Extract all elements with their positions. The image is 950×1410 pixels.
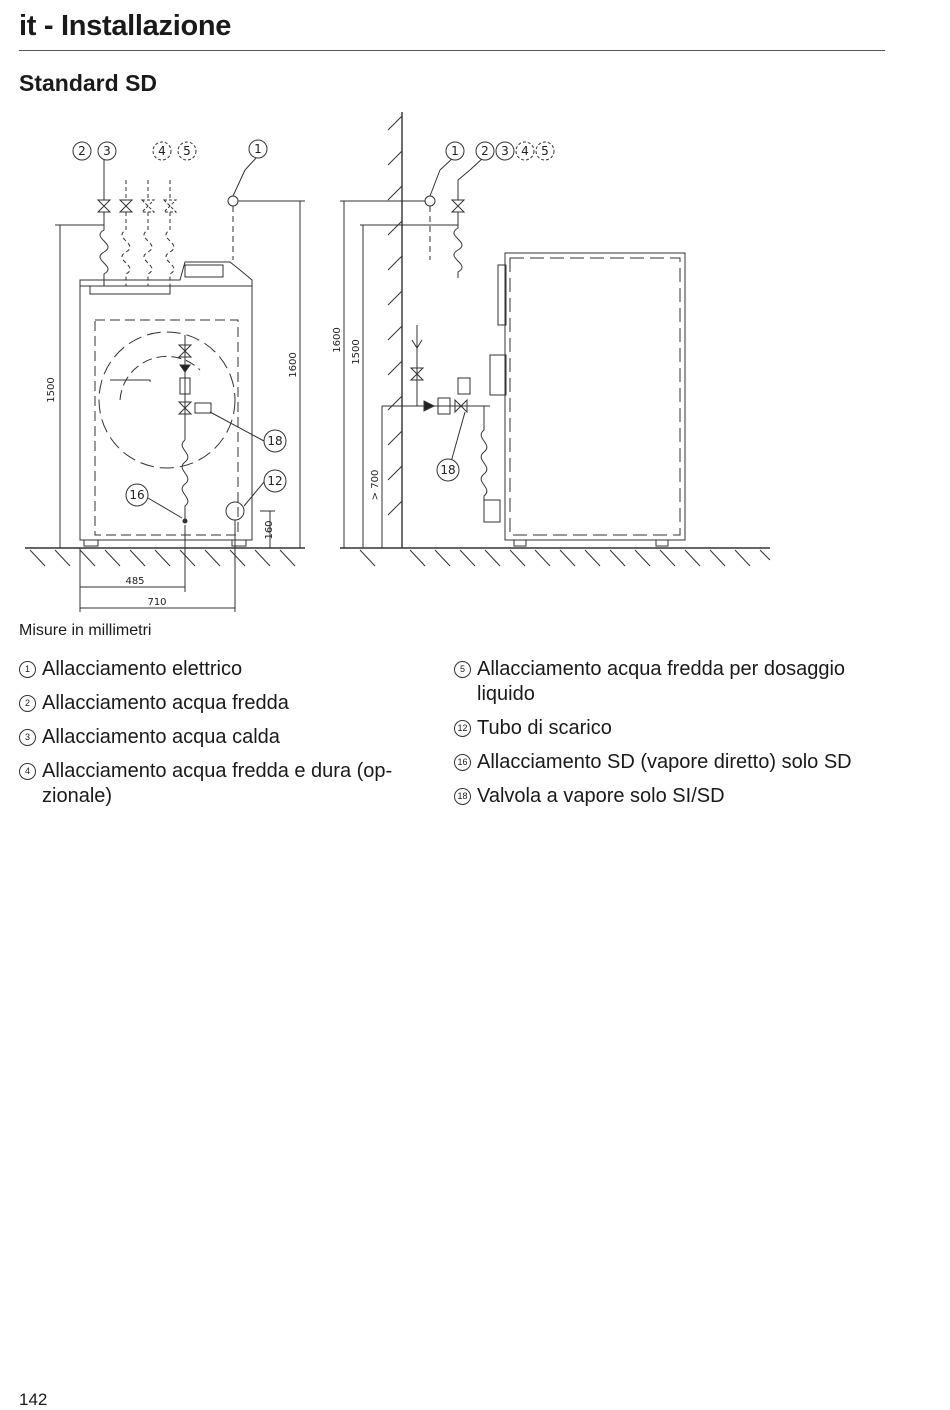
side-callout-1: 1 xyxy=(451,144,459,158)
legend-left xyxy=(19,657,419,818)
dim-front-160: 160 xyxy=(264,520,275,540)
side-floor-hatch xyxy=(360,550,770,566)
legend-number: 18 xyxy=(454,788,471,805)
legend-text: Allacciamento acqua fredda e dura (op-zionale) xyxy=(42,760,393,807)
dim-front-485: 485 xyxy=(125,576,145,587)
legend-number: 2 xyxy=(19,695,36,712)
legend-item xyxy=(19,759,419,809)
dim-front-710: 710 xyxy=(147,597,167,608)
legend-number: 12 xyxy=(454,720,471,737)
side-callout-3: 3 xyxy=(501,144,509,158)
callout-1: 1 xyxy=(254,142,262,156)
side-callout-5: 5 xyxy=(541,144,549,158)
page-number: 142 xyxy=(19,1390,48,1409)
side-steam-valve xyxy=(382,325,490,500)
front-supply-pipes xyxy=(98,180,176,286)
front-floor-hatch xyxy=(30,550,295,566)
callout-4: 4 xyxy=(158,144,166,158)
legend-text: Tubo di scarico xyxy=(477,717,612,739)
legend-number: 3 xyxy=(19,729,36,746)
callout-16: 16 xyxy=(129,488,145,502)
legend-number: 4 xyxy=(19,763,36,780)
legend-item xyxy=(19,691,419,716)
dim-front-1500: 1500 xyxy=(46,377,57,403)
legend-item xyxy=(454,750,894,775)
legend-text: Allacciamento acqua fredda xyxy=(42,692,289,714)
side-machine-body xyxy=(505,253,685,540)
side-callout-18: 18 xyxy=(440,463,456,477)
callout-12: 12 xyxy=(267,474,283,488)
side-wall-hatch xyxy=(388,116,402,515)
callout-3: 3 xyxy=(103,144,111,158)
legend-text: Allacciamento acqua calda xyxy=(42,726,280,748)
callout-2: 2 xyxy=(78,144,86,158)
legend-item xyxy=(454,716,894,741)
legend-item xyxy=(19,657,419,682)
side-callout-2: 2 xyxy=(481,144,489,158)
front-steam-valve xyxy=(179,335,211,523)
legend-number: 16 xyxy=(454,754,471,771)
section-title: Standard SD xyxy=(19,70,158,96)
dim-front-1600: 1600 xyxy=(288,352,299,378)
legend-item xyxy=(454,784,894,809)
legend-item xyxy=(454,657,894,707)
front-drain xyxy=(226,502,244,520)
side-callout-4: 4 xyxy=(521,144,529,158)
page-header-title: it - Installazione xyxy=(19,10,232,42)
legend-text: Allacciamento elettrico xyxy=(42,658,243,680)
legend-text: Allacciamento acqua fredda per dosaggio liquido xyxy=(477,658,846,705)
legend-right xyxy=(454,657,894,818)
dim-side-700: > 700 xyxy=(370,469,381,501)
header-rule xyxy=(19,50,885,51)
installation-drawing xyxy=(0,100,950,620)
dim-side-1500: 1500 xyxy=(351,339,362,365)
callout-18: 18 xyxy=(267,434,283,448)
legend-text: Valvola a vapore solo SI/SD xyxy=(477,785,725,807)
units-note: Misure in millimetri xyxy=(19,622,152,639)
legend-number: 5 xyxy=(454,661,471,678)
legend-number: 1 xyxy=(19,661,36,678)
legend-text: Allacciamento SD (vapore diretto) solo SD xyxy=(477,751,852,773)
front-machine-body xyxy=(80,286,252,540)
dim-side-1600: 1600 xyxy=(332,327,343,353)
callout-5: 5 xyxy=(183,144,191,158)
legend-item xyxy=(19,725,419,750)
